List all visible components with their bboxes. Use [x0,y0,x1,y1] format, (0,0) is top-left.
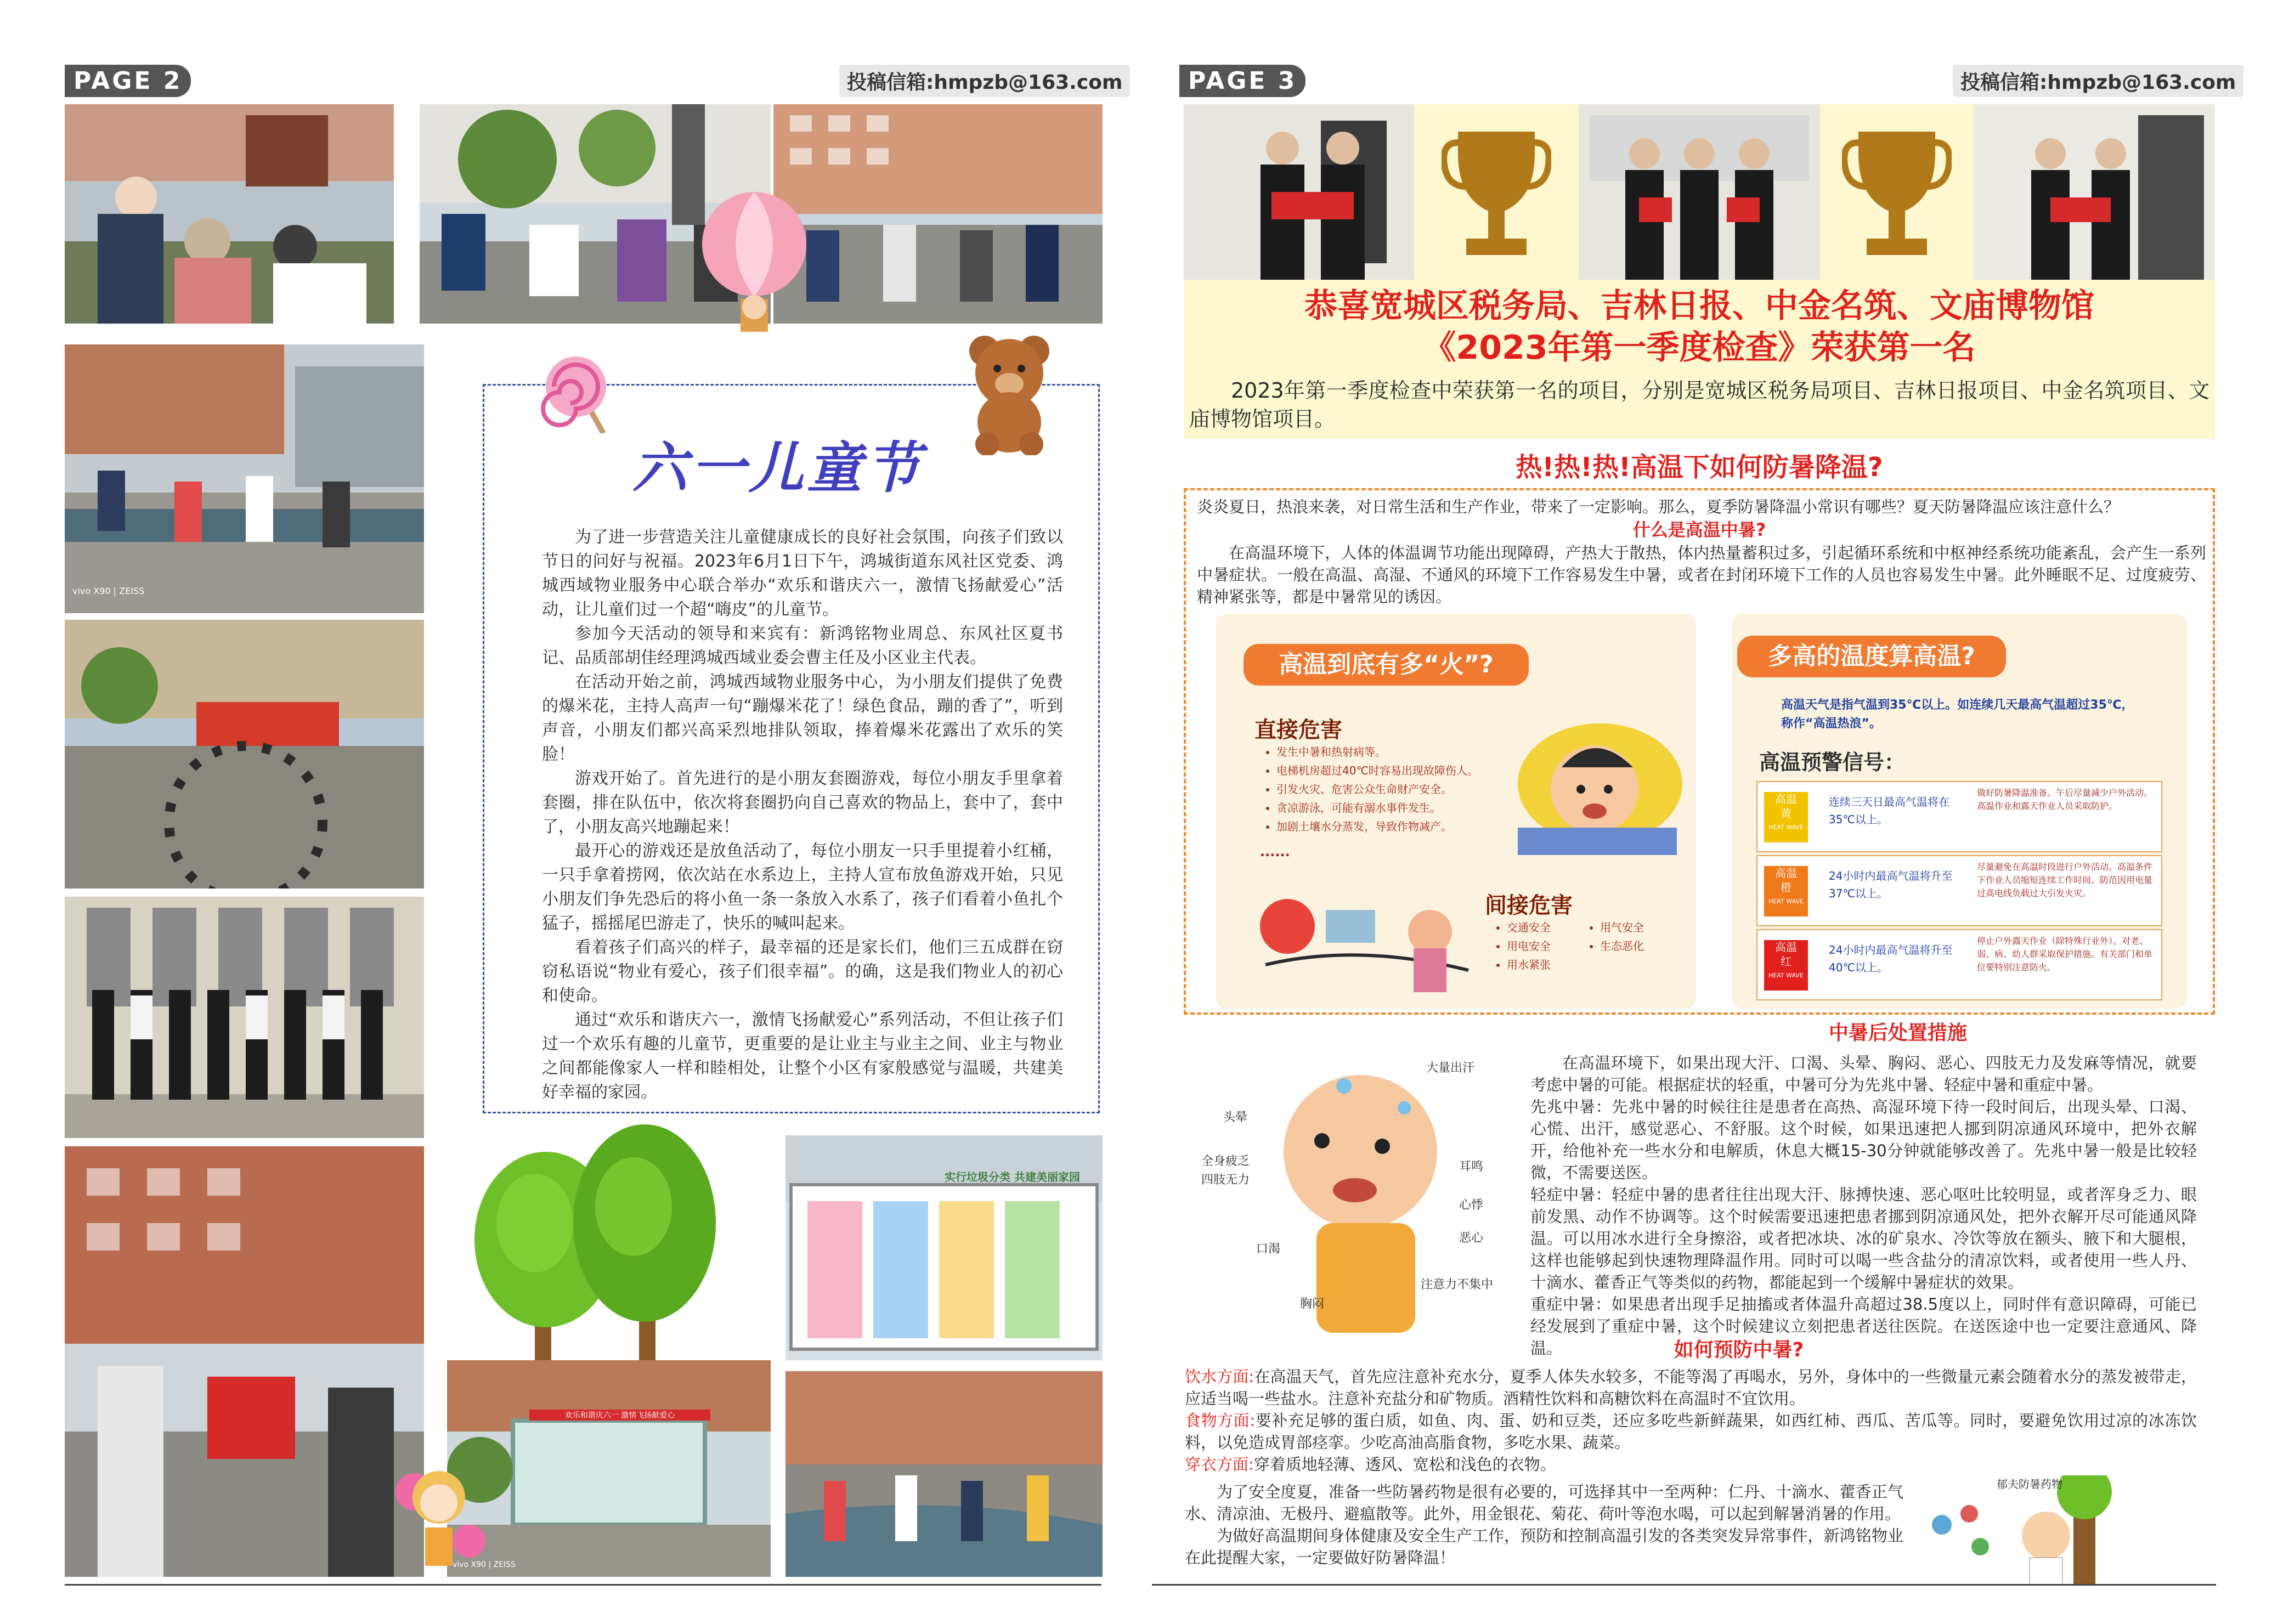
prevention-closing: 为做好高温期间身体健康及安全生产工作，预防和控制高温引发的各类突发异常事件，新鸿铭物业在此提醒大家，一定要做好防暑降温！ [1185,1526,1903,1567]
symptom-label: 头晕 [1223,1111,1248,1124]
photo-group-leaders [65,897,424,1138]
warning-advice: 停止户外露天作业（除特殊行业外）。对老、弱、病、幼人群采取保护措施。有关部门和单位要特别注意防火。 [1977,936,2153,972]
what-is-heatstroke-heading: 什么是高温中暑? [1632,519,1766,540]
photo-children-event-1 [65,104,394,324]
heat-intro: 炎炎夏日，热浪来袭，对日常生活和生产作业，带来了一定影响。那么，夏季防暑降温小常识有哪些？夏天防暑降温应该注意什么？ [1197,497,2120,516]
direct-hazard-item: • 引发火灾、危害公众生命财产安全。 [1276,780,1501,799]
prevention-medicine: 为了安全度夏，准备一些防暑药物是很有必要的，可选择其中一至两种：仁丹、十滴水、藿香正气水、清凉油、无极丹、避瘟散等。此外，用金银花、菊花、荷叶等泡水喝，可以起到解暑消暑的作用。 [1185,1482,1903,1523]
article-paragraph: 为了进一步营造关注儿童健康成长的良好社会氛围，向孩子们致以节日的问好与祝福。2023年6月1日下午，鸿城街道东风社区党委、鸿城西域物业服务中心联合举办“欢乐和谐庆六一，激情飞扬献爱心”活动，让儿童们过一个超“嗨皮”的儿童节。 [542,528,1063,619]
infographic-hazards [1216,614,1696,1009]
badge-name: 高温 [1775,793,1797,806]
prevention-body [1185,1366,2197,1475]
symptom-label: 四肢无力 [1201,1173,1250,1187]
submission-email[interactable]: 投稿信箱:hmpzb@163.com [839,65,1130,97]
badge-en: HEAT WAVE [1768,898,1804,905]
infographic-hazards-title: 高温到底有多“火”? [1244,644,1529,686]
article-body [542,525,1063,1105]
hot-air-balloon-illustration [697,189,812,348]
article-paragraph: 游戏开始了。首先进行的是小朋友套圈游戏，每位小朋友手里拿着套圈，排在队伍中，依次将套圈扔向自己喜欢的物品上，套中了，套中了，小朋友高兴地蹦起来！ [542,769,1063,836]
heat-section-title: 热!热!热!高温下如何防暑降温? [1516,452,1883,483]
direct-hazard-item: • 贪凉游泳，可能有溺水事件发生。 [1276,799,1501,817]
award-headline-2: 《2023年第一季度检查》荣获第一名 [1423,329,1976,367]
badge-level: 红 [1781,955,1791,968]
badge-level: 黄 [1781,807,1791,820]
board-slogan: 实行垃圾分类 共建美丽家园 [945,1170,1080,1184]
prevention-food: 要补充足够的蛋白质，如鱼、肉、蛋、奶和豆类，还应多吃些新鲜蔬果，如西红柿、西瓜、苦瓜等。同时，要避免饮用过凉的冰冻饮料，以免造成胃部痉挛。少吃高油高脂食物，多吃水果、蔬菜。 [1185,1411,2197,1452]
hazard-dots: ...... [1260,844,1290,859]
treatment-moderate: 轻症中暑：轻症中暑的患者往往出现大汗、脉搏快速、恶心呕吐比较明显，或者浑身乏力、眼前发黑、动作不协调等。这个时候需要迅速把患者挪到阴凉通风处，把外衣解开尽可能通风降温。可以用冰水进行全身擦浴，或者把冰块、冰的矿泉水、冷饮等放在额头、腋下和大腿根，这样也能够起到快速物理降温作用。同时可以喝一些含盐分的清凉饮料，或者使用一些人丹、十滴水、藿香正气等类似的药物，都能起到一个缓解中暑症状的效果。 [1530,1185,2197,1292]
badge-en: HEAT WAVE [1768,972,1804,979]
prevention-drink: 在高温天气，首先应注意补充水分，夏季人体失水较多，不能等渴了再喝水，另外，身体中的一些微量元素会随着水分的蒸发被带走，应适当喝一些盐水。注意补充盐分和矿物质。酒精性饮料和高糖饮料在高温时不宜饮用。 [1185,1367,2197,1408]
symptom-label: 心悸 [1459,1198,1484,1212]
treatment-intro: 在高温环境下，如果出现大汗、口渴、头晕、胸闷、恶心、四肢无力及发麻等情况，就要考虑中暑的可能。根据症状的轻重，中暑可分为先兆中暑、轻症中暑和重症中暑。 [1530,1054,2197,1094]
photo-children-event-3 [773,104,1103,324]
prevention-label-clothing: 穿衣方面: [1185,1455,1254,1474]
symptom-label: 胸闷 [1300,1297,1325,1311]
warning-badge-yellow [1764,792,1808,842]
direct-hazard-item: • 电梯机房超过40℃时容易出现故障伤人。 [1276,761,1501,780]
medicine-caption: 郁夫防暑药物 [1997,1478,2062,1491]
page-bottom-rule [65,1584,1101,1586]
treatment-body [1530,1052,2197,1359]
treatment-mild: 先兆中暑：先兆中暑的时候往往是患者在高热、高湿环境下待一段时间后，出现头晕、口渴、心慌、出汗，感觉恶心、不舒服。这个时候，如果迅速把人挪到阴凉通风环境中，把外衣解开，给他补充一些水分和电解质，休息大概15-30分钟就能够改善了。先兆中暑一般是比较轻微，不需要送医。 [1530,1097,2197,1182]
warning-advice: 做好防暑降温准备。午后尽量减少户外活动。高温作业和露天作业人员采取防护。 [1977,788,2153,811]
page-bottom-rule [1152,1584,2216,1586]
indirect-hazard-item: • 交通安全 [1507,918,1578,937]
direct-hazard-item: • 加剧土壤水分蒸发，导致作物减产。 [1276,817,1501,836]
photo-fish-release [785,1371,1103,1577]
childrens-day-article [483,384,1100,1113]
award-announcement [1184,280,2215,439]
prevention-heading: 如何预防中暑? [1674,1339,1804,1361]
teddy-bear-icon [960,329,1059,455]
article-paragraph: 最开心的游戏还是放鱼活动了，每位小朋友一只手里提着小红桶，一只手拿着捞网，依次站在水系边上，主持人宣布放鱼游戏开始，只见小朋友们争先恐后的将小鱼一条一条放入水系了，孩子们看着小鱼扎个猛子，摇摇尾巴游走了，快乐的喊叫起来。 [542,841,1063,933]
badge-name: 高温 [1775,941,1797,954]
symptom-label: 注意力不集中 [1421,1278,1494,1292]
indirect-hazard-item: • 生态恶化 [1600,937,1671,955]
infographic-temperature [1732,614,2187,1009]
photo-banner-walkway [447,1360,771,1577]
what-is-heatstroke-text: 在高温环境下，人体的体温调节功能出现障碍，产热大于散热，体内热量蓄积过多，引起循环系统和中枢神经系统功能紊乱，会产生一系列中暑症状。一般在高温、高湿、不通风的环境下工作容易发生中暑，或者在封闭环境下工作的人员也容易发生中暑。此外睡眠不足、过度疲劳、精神紧张等，都是中暑常见的诱因。 [1197,544,2206,606]
page-number-tag: PAGE 2 [65,65,191,97]
photo-garbage-board [785,1135,1103,1360]
warning-row-red [1756,929,2162,1000]
indirect-hazards-list-1 [1490,918,1578,974]
article-paragraph: 在活动开始之前，鸿城西域物业服务中心，为小朋友们提供了免费的爆米花，主持人高声一句“蹦爆米花了！绿色食品，蹦的香了”，听到声音，小朋友们都兴高采烈地排队领取，捧着爆米花露出了欢乐的笑脸！ [542,672,1063,764]
infographic-temperature-title: 多高的温度算高温? [1737,636,2006,677]
photo-watermark: vivo X90 | ZEISS [72,586,145,596]
badge-level: 橙 [1781,881,1791,894]
indirect-hazards-title: 间接危害 [1485,893,1573,918]
indirect-hazards-list-2 [1584,918,1671,955]
badge-name: 高温 [1775,867,1797,880]
event-banner: 欢乐和谐庆六一 激情飞扬献爱心 [529,1410,710,1421]
award-headline: 恭喜宽城区税务局、吉林日报、中金名筑、文庙博物馆 [1304,287,2094,325]
page-number-tag: PAGE 3 [1179,65,1305,97]
award-text: 2023年第一季度检查中荣获第一名的项目，分别是宽城区税务局项目、吉林日报项目、中金名筑项目、文庙博物馆项目。 [1189,378,2209,431]
prevention-extra [1185,1481,1903,1569]
sweating-man-illustration [1501,718,1682,861]
tree-illustration [469,1119,721,1377]
photo-watermark: vivo X90 | ZEISS [453,1560,516,1569]
direct-hazards-list [1260,743,1501,836]
article-paragraph: 参加今天活动的领导和来宾有：新鸿铭物业周总、东风社区夏书记、品质部胡佳经理鸿城西域业委会曹主任及小区业主代表。 [542,624,1063,667]
trophy-icon [1442,121,1551,263]
treatment-heading: 中暑后处置措施 [1828,1022,1967,1044]
prevention-label-drink: 饮水方面: [1185,1367,1254,1386]
submission-email[interactable]: 投稿信箱:hmpzb@163.com [1953,65,2243,97]
photo-popcorn-stand [65,1146,424,1577]
cheerleader-girl-illustration [392,1459,485,1577]
warning-row-orange [1756,855,2162,926]
symptom-label: 大量出汗 [1426,1061,1475,1075]
award-photo-band [1184,104,2215,280]
article-title: 六一儿童节 [632,436,923,500]
symptom-label: 口渴 [1256,1242,1281,1256]
warning-badge-orange [1764,866,1808,916]
warning-condition: 连续三天日最高气温将在35℃以上。 [1829,795,1949,826]
indirect-hazard-illustration [1249,877,1479,998]
warning-advice: 尽量避免在高温时段进行户外活动。高温条件下作业人员缩短连续工作时间。防范因用电量过高电线负载过大引发火灾。 [1977,862,2153,898]
indirect-hazard-item: • 用气安全 [1600,918,1671,937]
badge-en: HEAT WAVE [1768,824,1804,831]
heatstroke-symptoms-figure [1196,1048,1525,1355]
heat-info-box [1184,488,2215,1015]
warning-row-yellow [1756,781,2162,852]
warning-condition: 24小时内最高气温将升至37℃以上。 [1829,869,1953,900]
warning-badge-red [1764,940,1808,991]
trophy-icon [1842,121,1952,263]
lollipop-icon [540,351,617,433]
symptom-label: 全身疲乏 [1201,1155,1250,1168]
photo-community-courtyard [65,344,424,613]
high-temp-definition: 高温天气是指气温到35℃以上。如连续几天最高气温超过35℃，称作“高温热浪”。 [1781,698,2134,731]
article-paragraph: 通过“欢乐和谐庆六一，激情飞扬献爱心”系列活动，不但让孩子们过一个欢乐有趣的儿童节，更重要的是让业主与业主之间、业主与物业之间都能像家人一样和睦相处，让整个小区有家般感觉与温暖，共建美好幸福的家园。 [542,1010,1063,1102]
warning-signal-label: 高温预警信号： [1759,750,1906,774]
indirect-hazard-item: • 用电安全 [1507,937,1578,955]
photo-award-2 [1579,104,1820,280]
symptom-label: 耳鸣 [1459,1160,1484,1174]
photo-award-1 [1184,104,1414,280]
prevention-clothing: 穿着质地轻薄、透风、宽松和浅色的衣物。 [1253,1455,1556,1474]
prevention-label-food: 食物方面: [1185,1411,1256,1430]
treatment-severe: 重症中暑：如果患者出现手足抽搐或者体温升高超过38.5度以上，同时伴有意识障碍，可能已经发展到了重症中暑，这个时候建议立刻把患者送往医院。在送医途中也一定要注意通风、降温。 [1530,1295,2197,1357]
warning-condition: 24小时内最高气温将升至40℃以上。 [1829,943,1953,974]
symptom-label: 恶心 [1459,1231,1484,1245]
child-with-medicine-illustration [1909,1475,2139,1585]
article-paragraph: 看着孩子们高兴的样子，最幸福的还是家长们，他们三五成群在窃窃私语说“物业有爱心，孩子们很幸福”。的确，这是我们物业人的初心和使命。 [542,938,1063,1005]
direct-hazard-item: • 发生中暑和热射病等。 [1276,743,1501,761]
photo-circle-game [65,620,424,889]
photo-award-3 [1974,104,2215,280]
indirect-hazard-item: • 用水紧张 [1507,955,1578,974]
direct-hazards-title: 直接危害 [1254,717,1342,743]
